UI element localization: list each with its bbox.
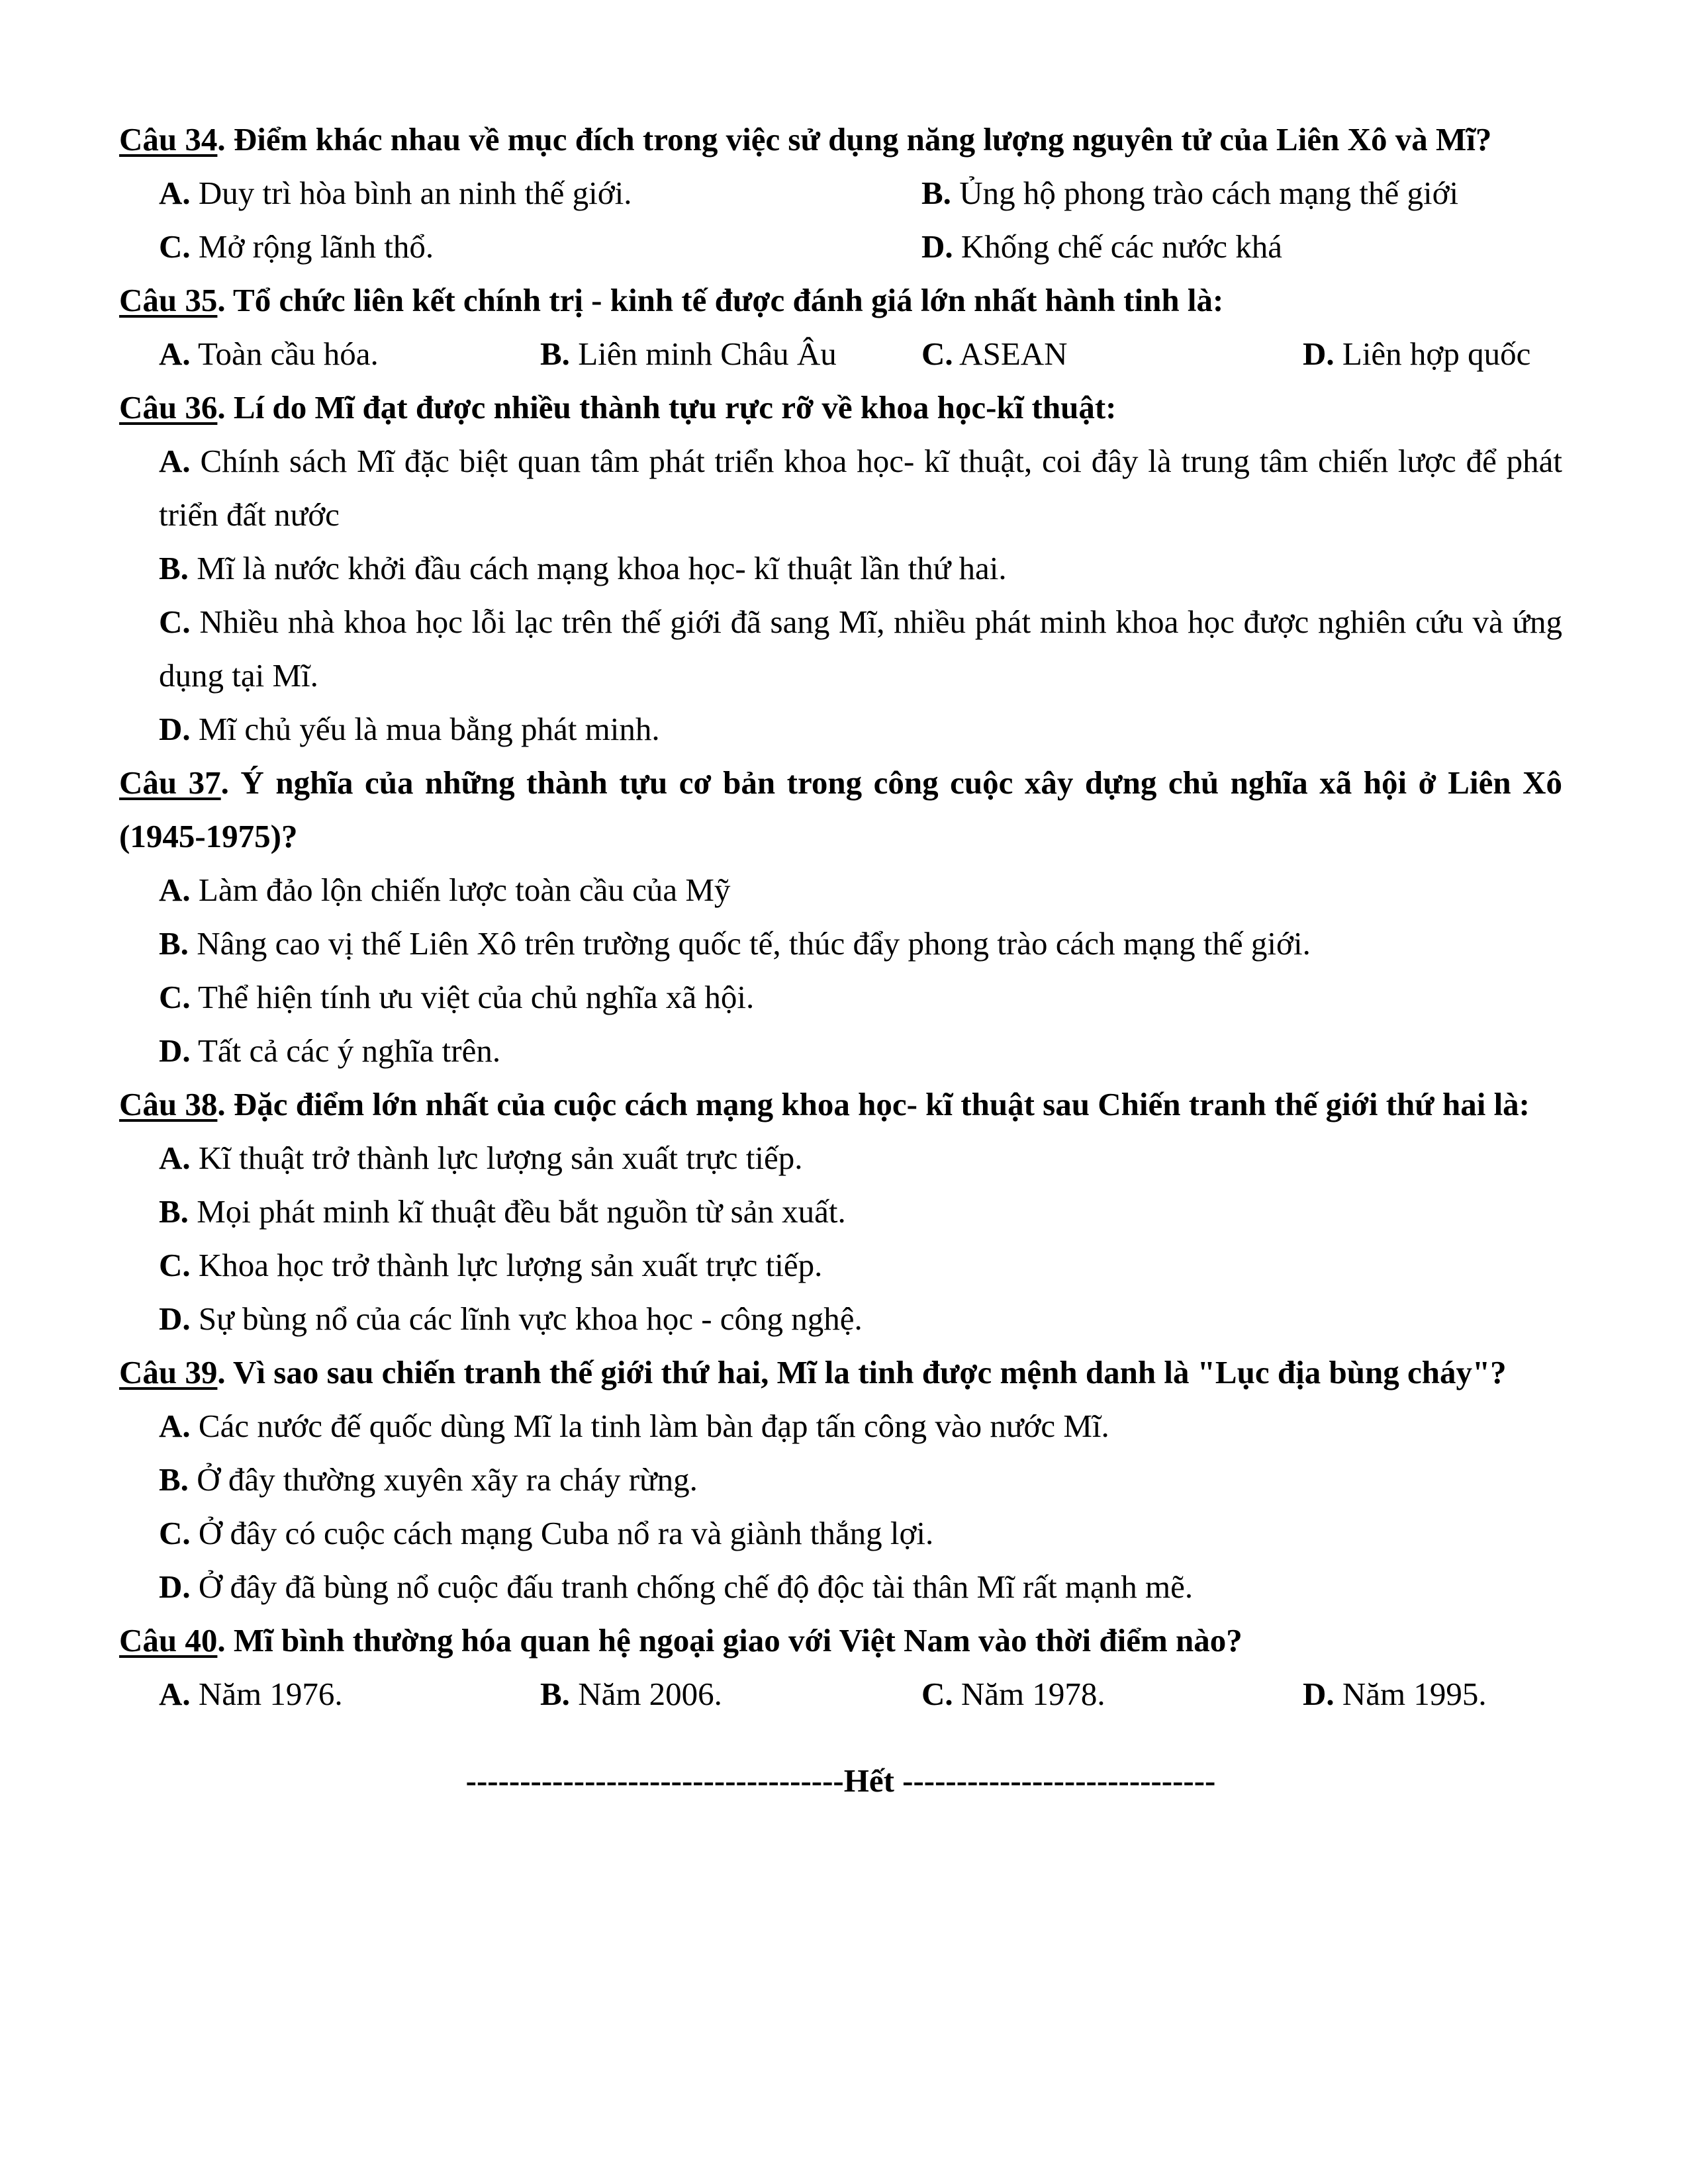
option-text: Các nước đế quốc dùng Mĩ la tinh làm bàn đạp tấn công vào nước Mĩ. bbox=[190, 1408, 1109, 1444]
question-38 bbox=[119, 1077, 1562, 1345]
option-text: Ủng hộ phong trào cách mạng thế giới bbox=[951, 175, 1459, 211]
option-b bbox=[119, 541, 1562, 595]
option-text: Mĩ là nước khởi đầu cách mạng khoa học- kĩ thuật lần thứ hai. bbox=[188, 550, 1007, 586]
option-letter: B. bbox=[159, 1193, 189, 1230]
option-text: Nâng cao vị thế Liên Xô trên trường quốc tế, thúc đẩy phong trào cách mạng thế giới. bbox=[188, 925, 1311, 962]
question-36 bbox=[119, 381, 1562, 756]
question-text: . Đặc điểm lớn nhất của cuộc cách mạng khoa học- kĩ thuật sau Chiến tranh thế giới thứ hai là: bbox=[217, 1086, 1530, 1122]
option-text: Năm 1995. bbox=[1334, 1676, 1487, 1712]
option-text: Thể hiện tính ưu việt của chủ nghĩa xã hội. bbox=[190, 979, 755, 1015]
option-letter: B. bbox=[159, 550, 189, 586]
option-text: Ở đây thường xuyên xãy ra cháy rừng. bbox=[188, 1461, 698, 1498]
option-letter: C. bbox=[159, 1515, 191, 1551]
option-letter: D. bbox=[159, 1300, 191, 1337]
option-letter: C. bbox=[921, 1676, 953, 1712]
option-a bbox=[119, 434, 1562, 541]
option-letter: A. bbox=[159, 443, 191, 479]
option-d bbox=[1263, 1667, 1562, 1721]
option-text: Toàn cầu hóa. bbox=[190, 336, 379, 372]
exam-page bbox=[119, 113, 1562, 1840]
option-letter: A. bbox=[159, 175, 191, 211]
option-text: Mở rộng lãnh thổ. bbox=[190, 228, 434, 265]
options-grid bbox=[119, 1667, 1562, 1721]
option-letter: A. bbox=[159, 1408, 191, 1444]
option-text: Ở đây đã bùng nổ cuộc đấu tranh chống chế độ độc tài thân Mĩ rất mạnh mẽ. bbox=[190, 1569, 1194, 1605]
option-letter: D. bbox=[1303, 336, 1335, 372]
option-d bbox=[1263, 327, 1562, 381]
question-35 bbox=[119, 273, 1562, 381]
question-37 bbox=[119, 756, 1562, 1077]
option-a bbox=[119, 1667, 500, 1721]
option-text: Sự bùng nổ của các lĩnh vực khoa học - công nghệ. bbox=[190, 1300, 863, 1337]
option-letter: A. bbox=[159, 1140, 191, 1176]
option-c bbox=[882, 327, 1263, 381]
option-letter: B. bbox=[159, 925, 189, 962]
option-d bbox=[119, 702, 1562, 756]
option-b bbox=[119, 1185, 1562, 1238]
option-a bbox=[119, 1399, 1562, 1453]
option-letter: D. bbox=[921, 228, 953, 265]
option-text: Chính sách Mĩ đặc biệt quan tâm phát triển khoa học- kĩ thuật, coi đây là trung tâm chiến lược để phát triển đất nước bbox=[159, 443, 1562, 533]
option-letter: B. bbox=[159, 1461, 189, 1498]
option-text: Liên minh Châu Âu bbox=[569, 336, 837, 372]
option-a bbox=[119, 327, 500, 381]
option-letter: C. bbox=[159, 979, 191, 1015]
end-marker: -----------------------------------Hết ----------------------------- bbox=[465, 1762, 1216, 1799]
question-label: Câu 36 bbox=[119, 389, 218, 426]
question-label: Câu 38 bbox=[119, 1086, 218, 1122]
options-grid bbox=[119, 166, 1562, 273]
option-c bbox=[119, 595, 1562, 702]
option-text: Kĩ thuật trở thành lực lượng sản xuất trực tiếp. bbox=[190, 1140, 803, 1176]
question-label: Câu 37 bbox=[119, 764, 221, 801]
option-c bbox=[119, 220, 882, 273]
question-label: Câu 39 bbox=[119, 1354, 218, 1390]
question-text: . Vì sao sau chiến tranh thế giới thứ hai, Mĩ la tinh được mệnh danh là "Lục địa bùng cháy"? bbox=[217, 1354, 1507, 1390]
option-letter: C. bbox=[159, 604, 191, 640]
question-text: . Lí do Mĩ đạt được nhiều thành tựu rực rỡ về khoa học-kĩ thuật: bbox=[217, 389, 1117, 426]
option-text: Mọi phát minh kĩ thuật đều bắt nguồn từ sản xuất. bbox=[188, 1193, 846, 1230]
option-letter: D. bbox=[159, 711, 191, 747]
question-label: Câu 40 bbox=[119, 1622, 218, 1659]
option-letter: A. bbox=[159, 872, 191, 908]
option-text: Tất cả các ý nghĩa trên. bbox=[190, 1032, 501, 1069]
question-label: Câu 35 bbox=[119, 282, 218, 318]
option-text: Khoa học trở thành lực lượng sản xuất trực tiếp. bbox=[190, 1247, 823, 1283]
option-c bbox=[119, 1238, 1562, 1292]
question-39 bbox=[119, 1345, 1562, 1614]
option-text: Liên hợp quốc bbox=[1334, 336, 1531, 372]
question-text: . Mĩ bình thường hóa quan hệ ngoại giao với Việt Nam vào thời điểm nào? bbox=[217, 1622, 1243, 1659]
option-d bbox=[119, 1024, 1562, 1077]
option-text: Làm đảo lộn chiến lược toàn cầu của Mỹ bbox=[190, 872, 731, 908]
options-grid bbox=[119, 327, 1562, 381]
option-b bbox=[882, 166, 1562, 220]
option-b bbox=[500, 327, 882, 381]
option-text: Năm 1978. bbox=[953, 1676, 1105, 1712]
option-b bbox=[119, 1453, 1562, 1506]
option-d bbox=[119, 1560, 1562, 1614]
option-letter: D. bbox=[1303, 1676, 1335, 1712]
option-d bbox=[119, 1292, 1562, 1345]
option-letter: A. bbox=[159, 336, 191, 372]
option-letter: C. bbox=[159, 1247, 191, 1283]
question-text: . Tổ chức liên kết chính trị - kinh tế được đánh giá lớn nhất hành tinh là: bbox=[217, 282, 1224, 318]
option-text: ASEAN bbox=[953, 336, 1068, 372]
option-text: Duy trì hòa bình an ninh thế giới. bbox=[190, 175, 632, 211]
option-a bbox=[119, 1131, 1562, 1185]
option-letter: A. bbox=[159, 1676, 191, 1712]
option-c bbox=[119, 970, 1562, 1024]
option-letter: D. bbox=[159, 1569, 191, 1605]
option-c bbox=[119, 1506, 1562, 1560]
option-b bbox=[119, 917, 1562, 970]
option-letter: C. bbox=[159, 228, 191, 265]
option-d bbox=[882, 220, 1562, 273]
question-text: . Ý nghĩa của những thành tựu cơ bản trong công cuộc xây dựng chủ nghĩa xã hội ở Liên Xô (1945-1975)? bbox=[119, 764, 1562, 854]
option-text: Năm 1976. bbox=[190, 1676, 343, 1712]
option-a bbox=[119, 863, 1562, 917]
question-40 bbox=[119, 1614, 1562, 1721]
option-a bbox=[119, 166, 882, 220]
option-letter: D. bbox=[159, 1032, 191, 1069]
question-34 bbox=[119, 113, 1562, 273]
option-letter: B. bbox=[540, 1676, 570, 1712]
option-text: Mĩ chủ yếu là mua bằng phát minh. bbox=[190, 711, 660, 747]
option-text: Ở đây có cuộc cách mạng Cuba nổ ra và giành thắng lợi. bbox=[190, 1515, 934, 1551]
option-letter: B. bbox=[921, 175, 951, 211]
option-text: Nhiều nhà khoa học lỗi lạc trên thế giới đã sang Mĩ, nhiều phát minh khoa học được nghiên cứu và ứng dụng tại Mĩ. bbox=[159, 604, 1562, 694]
option-c bbox=[882, 1667, 1263, 1721]
option-text: Khống chế các nước khá bbox=[953, 228, 1282, 265]
option-b bbox=[500, 1667, 882, 1721]
question-text: . Điểm khác nhau về mục đích trong việc sử dụng năng lượng nguyên tử của Liên Xô và Mĩ? bbox=[217, 121, 1492, 158]
option-letter: C. bbox=[921, 336, 953, 372]
option-text: Năm 2006. bbox=[569, 1676, 722, 1712]
question-label: Câu 34 bbox=[119, 121, 218, 158]
option-letter: B. bbox=[540, 336, 570, 372]
